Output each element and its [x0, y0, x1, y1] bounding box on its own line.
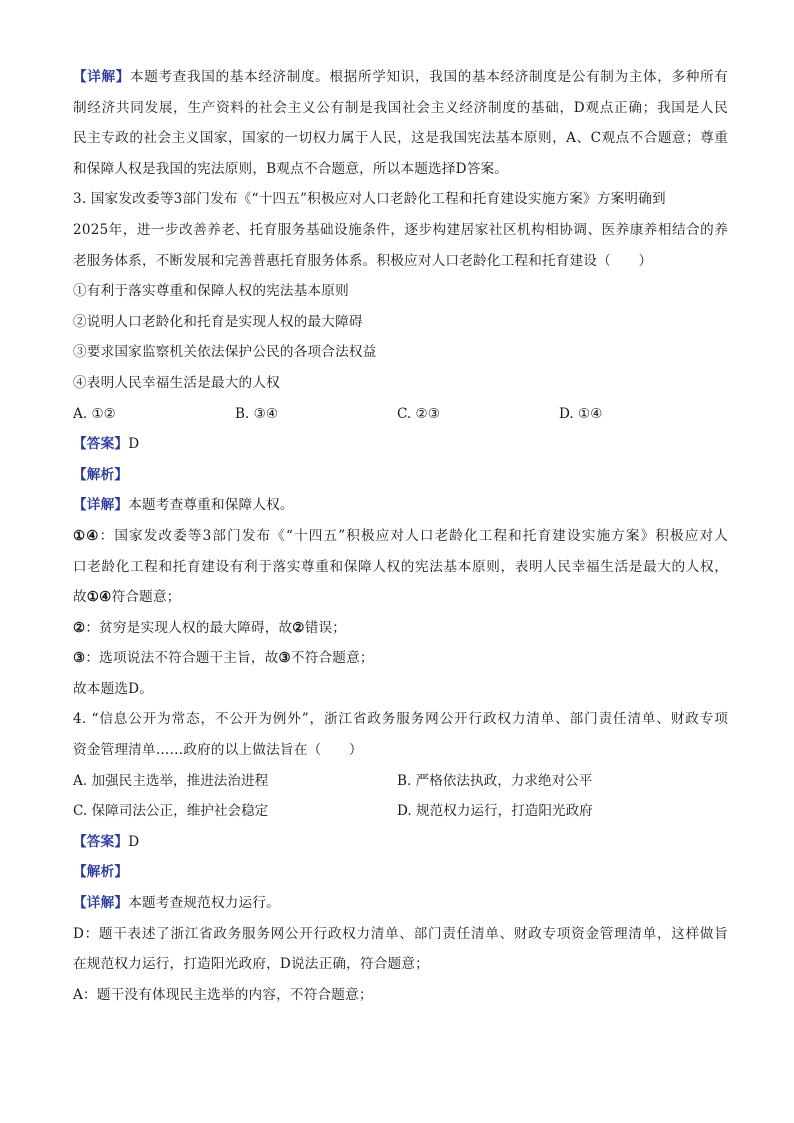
q3-statement-4: ④表明人民幸福生活是最大的人权 [73, 374, 280, 391]
q3-conclusion: 故本题选D。 [73, 680, 154, 697]
q3-stem-line-3: 老服务体系，不断发展和完善普惠托育服务体系。积极应对人口老龄化工程和托育建设（ ） [73, 252, 653, 269]
q3-option-d: D. ①④ [559, 405, 603, 422]
q3-explain-1-line-2: 口老龄化工程和托育建设有利于落实尊重和保障人权的宪法基本原则，表明人民幸福生活是最大的人权， [73, 558, 728, 575]
analysis-label: 【解析】 [73, 466, 129, 483]
q3-options [73, 399, 728, 430]
q4-options-row-1 [73, 766, 728, 797]
q3-explain-1-line-3: 故①④符合题意； [73, 589, 181, 606]
q2-detail-line-4: 和保障人权是我国的宪法原则，B观点不合题意，所以本题选择D答案。 [73, 160, 509, 177]
q4-explain-line-1: D：题干表述了浙江省政务服务网公开行政权力清单、部门责任清单、财政专项资金管理清单，这样做旨 [73, 925, 728, 942]
q3-answer [73, 429, 728, 460]
q4-options-row-2 [73, 796, 728, 827]
q4-stem-line-1: 4. “信息公开为常态，不公开为例外”，浙江省政务服务网公开行政权力清单、部门责任清单、财政专项 [73, 711, 728, 728]
q3-explain-2: ②：贫穷是实现人权的最大障碍，故②错误； [73, 619, 347, 636]
analysis-label: 【解析】 [73, 864, 129, 881]
q2-detail-line-2: 制经济共同发展，生产资料的社会主义公有制是我国社会主义经济制度的基础，D观点正确；我国是人民 [73, 99, 728, 116]
q3-option-b: B. ③④ [235, 405, 279, 422]
q3-statement-1: ①有利于落实尊重和保障人权的宪法基本原则 [73, 283, 349, 300]
q3-analysis [73, 460, 728, 491]
q4-detail: 【详解】本题考查规范权力运行。 [73, 895, 280, 912]
q4-explain-line-3: A：题干没有体现民主选举的内容，不符合题意； [73, 986, 373, 1003]
q3-stem-line-1: 3. 国家发改委等3部门发布《“十四五”积极应对人口老龄化工程和托育建设实施方案》方案明确到 [73, 191, 666, 208]
answer-label: 【答案】 [73, 833, 129, 850]
answer-value: D [128, 436, 140, 453]
answer-label: 【答案】 [73, 436, 129, 453]
q4-explain-line-2: 在规范权力运行，打造阳光政府，D说法正确，符合题意； [73, 956, 429, 973]
q3-statement-2: ②说明人口老龄化和托育是实现人权的最大障碍 [73, 313, 363, 330]
q4-option-a: A. 加强民主选举，推进法治进程 [73, 772, 269, 789]
detail-label: 【详解】 [73, 895, 129, 912]
document-page [73, 62, 728, 1010]
q4-analysis [73, 857, 728, 888]
q3-option-c: C. ②③ [397, 405, 440, 422]
q4-option-c: C. 保障司法公正，维护社会稳定 [73, 803, 269, 820]
q4-answer [73, 827, 728, 858]
q4-stem-line-2: 资金管理清单……政府的以上做法旨在（ ） [73, 742, 363, 759]
answer-value: D [128, 833, 140, 850]
q4-option-b: B. 严格依法执政，力求绝对公平 [397, 772, 593, 789]
q2-detail-line-1: 【详解】本题考查我国的基本经济制度。根据所学知识，我国的基本经济制度是公有制为主体，多种所有 [73, 69, 728, 85]
q3-detail: 【详解】本题考查尊重和保障人权。 [73, 497, 294, 514]
q2-detail-line-3: 民主专政的社会主义国家，国家的一切权力属于人民，这是我国宪法基本原则，A、C观点不合题意；尊重 [73, 130, 728, 147]
q3-statement-3: ③要求国家监察机关依法保护公民的各项合法权益 [73, 344, 377, 361]
q3-option-a: A. ①② [73, 405, 116, 422]
q3-stem-line-2: 2025年，进一步改善养老、托育服务基础设施条件，逐步构建居家社区机构相协调、医养康养相结合的养 [73, 221, 728, 238]
q3-explain-3: ③：选项说法不符合题干主旨，故③不符合题意； [73, 650, 374, 667]
detail-label: 【详解】 [73, 69, 130, 85]
q3-explain-1-line-1: ①④：国家发改委等3部门发布《“十四五”积极应对人口老龄化工程和托育建设实施方案》积极应对人 [73, 527, 728, 544]
q4-option-d: D. 规范权力运行，打造阳光政府 [397, 803, 593, 820]
detail-label: 【详解】 [73, 497, 129, 514]
